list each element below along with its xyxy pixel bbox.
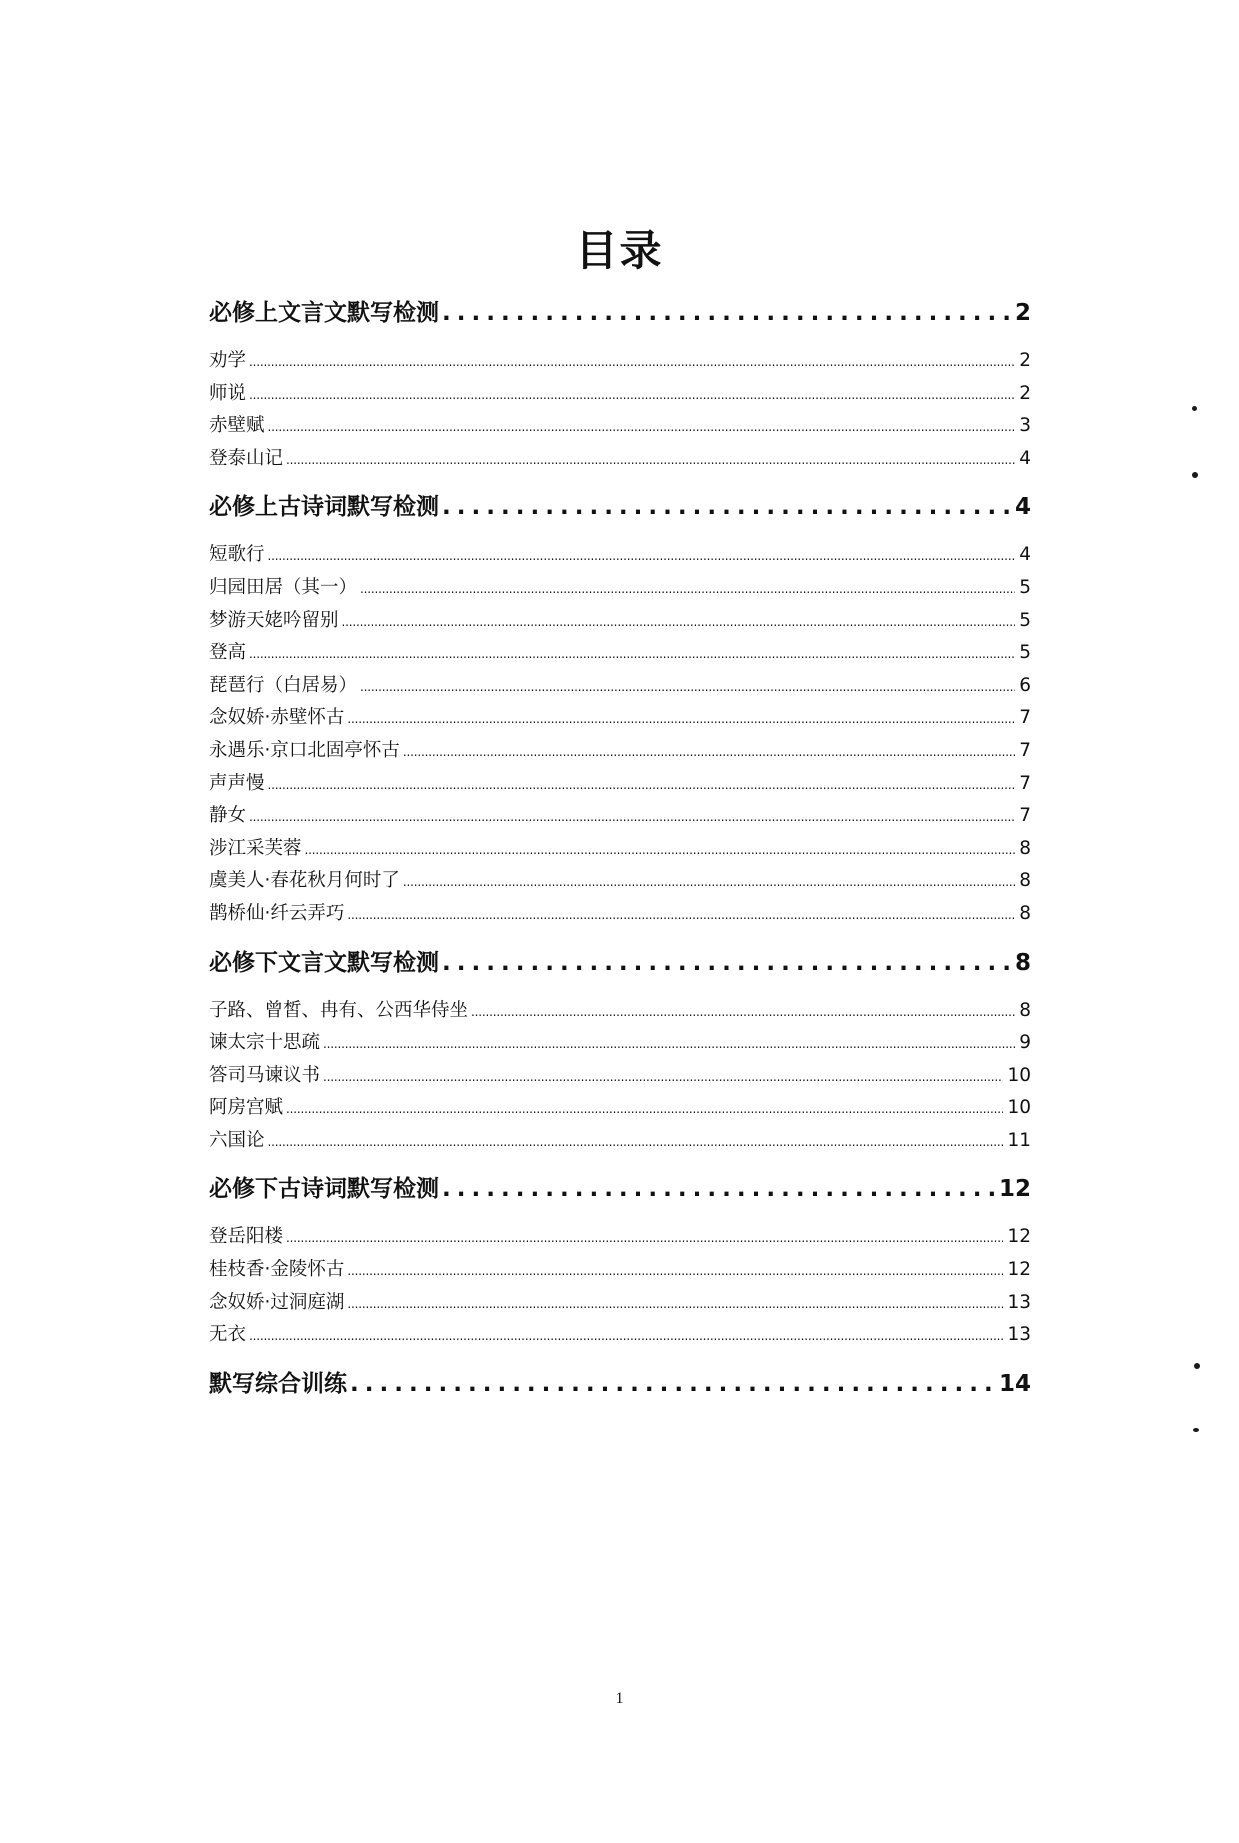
toc-entry-title: 鹊桥仙·纤云弄巧 [209,902,345,924]
toc-entry-title: 涉江采芙蓉 [209,837,302,859]
toc-entry[interactable] [209,702,1031,735]
dot-leader [360,573,1015,606]
toc-entry[interactable] [209,1125,1031,1158]
toc-entry[interactable] [209,865,1031,898]
toc-entry-page: 13 [1007,1291,1031,1313]
toc-entry[interactable] [209,1060,1031,1093]
scan-speck [1192,406,1197,411]
toc-heading-page: 4 [1014,494,1031,521]
toc-entry[interactable] [209,1254,1031,1287]
toc-entry-page: 8 [1019,837,1031,859]
toc-entry[interactable] [209,735,1031,768]
toc-entry-title: 登高 [209,642,247,664]
toc-entry-title: 声声慢 [209,772,265,794]
toc-entry-page: 8 [1019,902,1031,924]
toc-entry[interactable] [209,898,1031,931]
toc-entry-page: 13 [1007,1324,1031,1346]
toc-entry-page: 7 [1019,707,1031,729]
toc-entry-title: 六国论 [209,1129,265,1151]
toc-entry[interactable] [209,1027,1031,1060]
dot-leader [249,801,1015,834]
toc-entry[interactable] [209,637,1031,670]
scan-speck [1194,1363,1200,1369]
toc-entry-page: 8 [1019,870,1031,892]
toc-entry[interactable] [209,605,1031,638]
page-title: 目录 [575,226,664,275]
toc-heading-page: 14 [998,1370,1031,1397]
dot-leader [347,1255,1003,1288]
dot-leader [268,1126,1004,1159]
dot-leader [249,379,1015,412]
toc-heading-title: 必修下文言文默写检测 [209,949,439,976]
toc-entry-page: 2 [1019,382,1031,404]
toc-entry-page: 8 [1019,999,1031,1021]
page-number: 1 [615,1690,624,1707]
toc-entry-page: 6 [1019,674,1031,696]
dot-leader [442,1165,995,1213]
dot-leader [249,1320,1003,1353]
toc-entry-page: 7 [1019,739,1031,761]
dot-leader [442,939,1011,987]
toc-entry-title: 桂枝香·金陵怀古 [209,1259,345,1281]
dot-leader [323,1028,1015,1061]
toc-entry-title: 登岳阳楼 [209,1226,284,1248]
dot-leader [268,769,1016,802]
dot-leader [286,444,1015,477]
toc-heading-title: 必修上文言文默写检测 [209,300,439,326]
toc-entry-title: 登泰山记 [209,447,284,469]
toc-entry-title: 琵琶行（白居易） [209,674,358,696]
dot-leader [286,1222,1003,1255]
toc-entry-title: 短歌行 [209,544,265,566]
dot-leader [347,703,1015,736]
toc-entry[interactable] [209,572,1031,605]
toc-entry-page: 2 [1019,350,1031,371]
toc-entry[interactable] [209,1319,1031,1352]
toc-entry-title: 无衣 [209,1324,247,1346]
dot-leader [249,346,1015,379]
toc-entry-page: 4 [1019,447,1031,469]
toc-entry-title: 答司马谏议书 [209,1064,321,1086]
toc-entry-title: 子路、曾皙、冉有、公西华侍坐 [209,999,469,1021]
toc-heading-title: 必修上古诗词默写检测 [209,494,439,521]
toc-entry[interactable] [209,670,1031,703]
toc-entry-page: 9 [1019,1032,1031,1054]
toc-entry-page: 5 [1019,609,1031,631]
toc-entry-title: 师说 [209,382,247,404]
toc-entry[interactable] [209,1092,1031,1125]
toc-heading-page: 2 [1014,300,1031,326]
toc-heading[interactable] [209,483,1031,531]
toc-entry-page: 12 [1007,1259,1031,1281]
toc-entry-page: 7 [1019,805,1031,827]
toc-entry-title: 赤壁赋 [209,415,265,437]
toc-entry-title: 永遇乐·京口北固亭怀古 [209,739,400,761]
dot-leader [350,1360,995,1408]
toc-entry-page: 5 [1019,642,1031,664]
toc-entry[interactable] [209,800,1031,833]
toc-entry-page: 11 [1007,1129,1031,1151]
toc-section [209,289,1031,483]
toc-entry[interactable] [209,410,1031,443]
toc-entry-page: 7 [1019,772,1031,794]
toc-entry-page: 3 [1019,415,1031,437]
toc-heading-title: 必修下古诗词默写检测 [209,1176,439,1203]
toc-entry-title: 谏太宗十思疏 [209,1032,321,1054]
toc-entry-title: 阿房宫赋 [209,1097,284,1119]
toc-section [209,483,1031,938]
toc-entry-title: 归园田居（其一） [209,576,358,598]
toc-entry-title: 静女 [209,805,247,827]
toc-entry-page: 10 [1007,1064,1031,1086]
toc-entry[interactable] [209,833,1031,866]
toc-heading-page: 12 [998,1176,1031,1203]
dot-leader [323,1061,1003,1094]
scan-speck [1193,1428,1199,1432]
table-of-contents [209,289,1031,1408]
dot-leader [471,996,1015,1029]
dot-leader [403,866,1015,899]
toc-section [209,1360,1031,1408]
dot-leader [403,736,1015,769]
toc-entry[interactable] [209,345,1031,378]
dot-leader [342,606,1016,639]
toc-section [209,1165,1031,1359]
toc-heading[interactable] [209,289,1031,337]
toc-entry[interactable] [209,539,1031,572]
toc-entry-page: 5 [1019,576,1031,598]
toc-entry-title: 念奴娇·赤壁怀古 [209,707,345,729]
dot-leader [347,1288,1003,1321]
dot-leader [249,638,1015,671]
dot-leader [347,899,1015,932]
toc-entry[interactable] [209,378,1031,411]
toc-heading[interactable] [209,939,1031,987]
dot-leader [286,1093,1003,1126]
toc-entry-title: 念奴娇·过洞庭湖 [209,1291,345,1313]
toc-heading[interactable] [209,1360,1031,1408]
dot-leader [305,834,1016,867]
toc-entry-title: 梦游天姥吟留别 [209,609,339,631]
toc-entry[interactable] [209,768,1031,801]
scan-speck [1192,472,1198,478]
toc-entry[interactable] [209,995,1031,1028]
toc-entry[interactable] [209,1287,1031,1320]
dot-leader [442,483,1011,531]
toc-heading[interactable] [209,1165,1031,1213]
dot-leader [442,289,1011,337]
dot-leader [268,411,1016,444]
toc-heading-title: 默写综合训练 [209,1370,347,1397]
dot-leader [268,540,1016,573]
toc-section [209,939,1031,1166]
toc-entry-page: 12 [1007,1226,1031,1248]
toc-entry[interactable] [209,1221,1031,1254]
toc-entry-title: 虞美人·春花秋月何时了 [209,870,400,892]
toc-entry[interactable] [209,443,1031,476]
toc-entry-page: 4 [1019,544,1031,566]
dot-leader [360,671,1015,704]
toc-entry-title: 劝学 [209,350,247,371]
toc-heading-page: 8 [1014,949,1031,976]
toc-entry-page: 10 [1007,1097,1031,1119]
